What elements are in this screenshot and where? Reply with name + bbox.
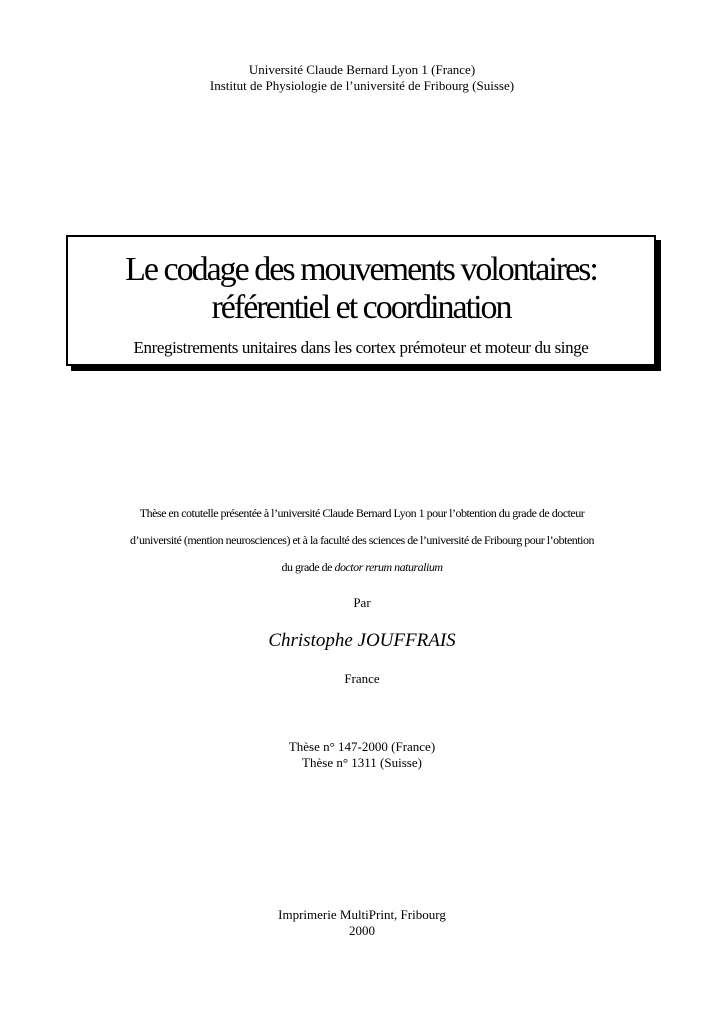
- thesis-number-suisse: Thèse n° 1311 (Suisse): [302, 755, 422, 770]
- author-country: France: [344, 671, 380, 686]
- institution-fribourg: Institut de Physiologie de l’université de Fribourg (Suisse): [209, 78, 515, 93]
- thesis-description-line3: [0, 554, 724, 581]
- degree-prefix: du grade de: [281, 560, 335, 574]
- publication-year: 2000: [349, 923, 375, 938]
- par-label: Par: [353, 595, 371, 610]
- thesis-description: [0, 500, 724, 581]
- thesis-description-line2: d’université (mention neurosciences) et à la faculté des sciences de l’université de Fribourg pour l’obtention: [130, 533, 594, 547]
- thesis-title-line2: référentiel et coordination: [211, 289, 511, 326]
- thesis-description-line1: Thèse en cotutelle présentée à l’université Claude Bernard Lyon 1 pour l’obtention du grade de docteur: [139, 506, 585, 520]
- thesis-subtitle: Enregistrements unitaires dans les cortex prémoteur et moteur du singe: [133, 338, 589, 357]
- printer-info: [0, 907, 724, 939]
- thesis-title-line1: Le codage des mouvements volontaires:: [125, 251, 597, 288]
- title-box: [66, 235, 656, 366]
- thesis-number-france: Thèse n° 147-2000 (France): [288, 739, 436, 754]
- degree-name: doctor rerum naturalium: [334, 560, 443, 574]
- institution-lyon: Université Claude Bernard Lyon 1 (France): [248, 62, 476, 77]
- thesis-title: [68, 251, 654, 327]
- thesis-numbers: [0, 739, 724, 771]
- printer-name: Imprimerie MultiPrint, Fribourg: [278, 907, 446, 922]
- institutions-header: [0, 62, 724, 94]
- author-name: Christophe JOUFFRAIS: [268, 630, 456, 651]
